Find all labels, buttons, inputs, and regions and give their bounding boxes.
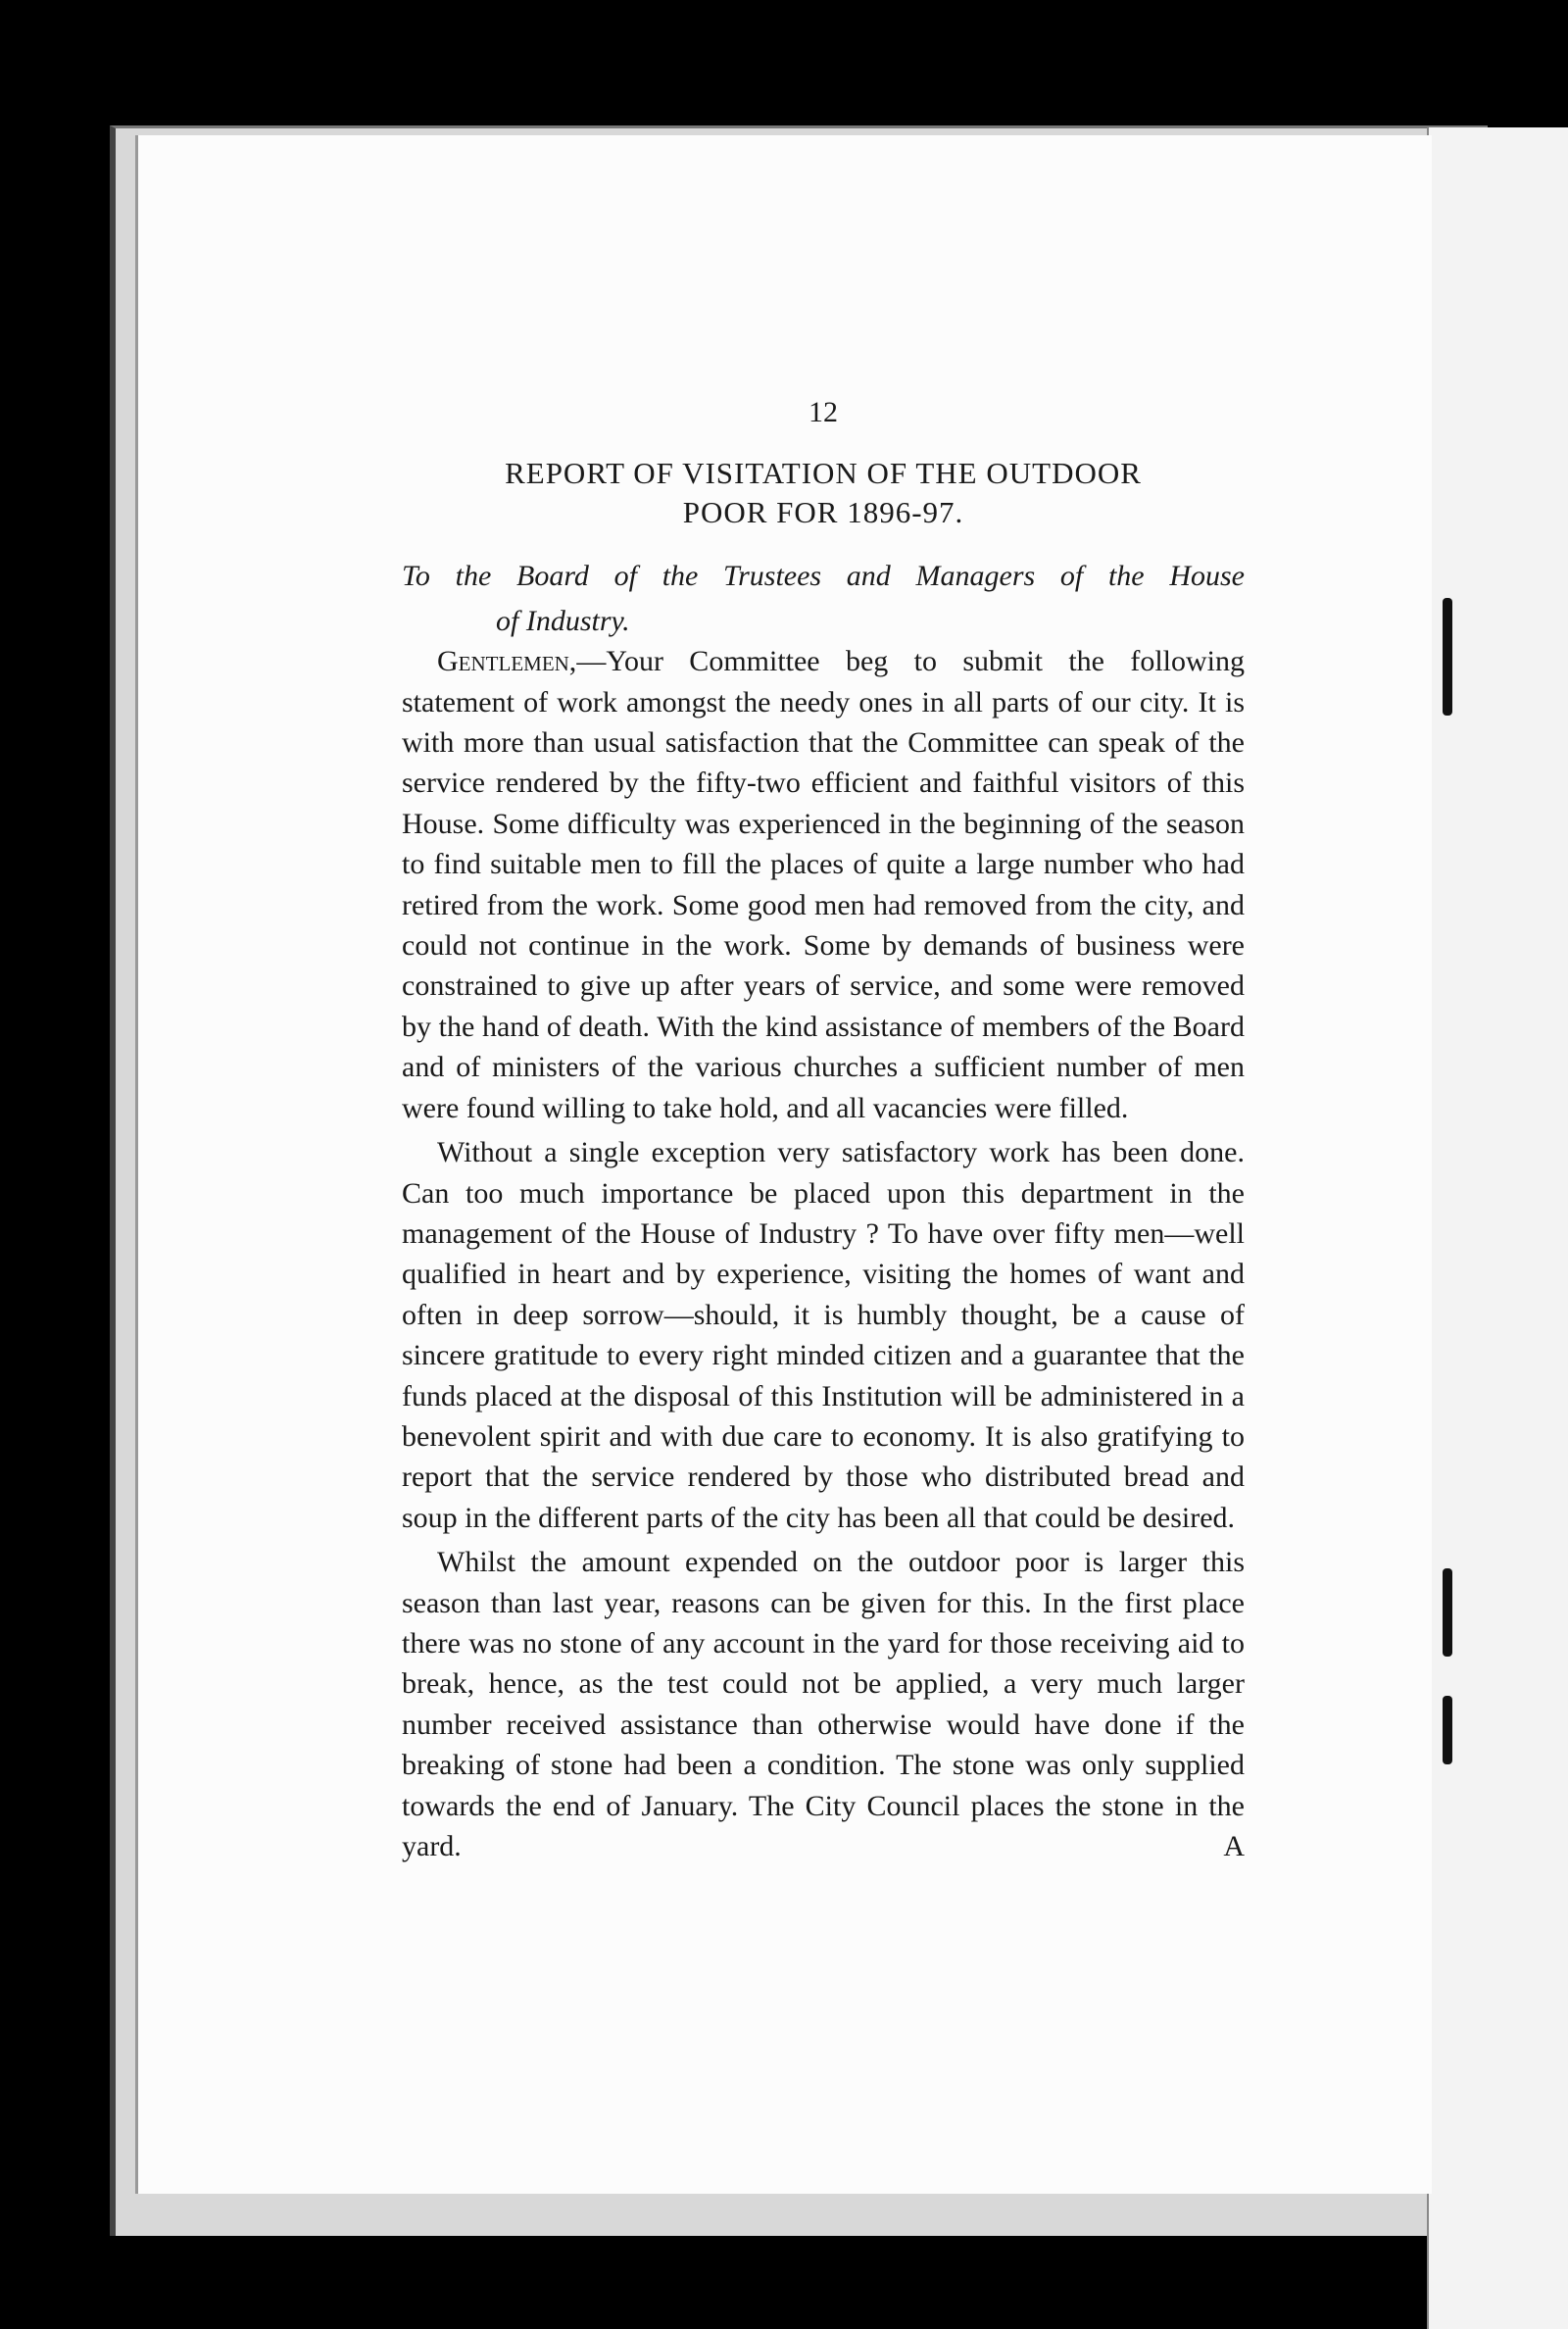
page-number: 12 — [808, 396, 838, 428]
report-heading — [402, 454, 1245, 532]
report-heading-line-1: REPORT OF VISITATION OF THE OUTDOOR — [505, 456, 1142, 491]
salutation-address-line-2: of Industry. — [496, 604, 630, 637]
facing-page-edge — [1427, 127, 1568, 2329]
binding-thread-mark — [1443, 1696, 1452, 1764]
binding-thread-mark — [1443, 598, 1452, 716]
salutation-address-line-1: To the Board of the Trustees and Managers of the House — [402, 560, 1245, 593]
paragraph-3: Whilst the amount expended on the outdoor poor is larger this season than last year, reasons can be given for this. In the first place there was no stone of any account in the yard for those receiving aid to break, hence, as the test could not be applied, a very much larger number received assistance than otherwise would have done if the breaking of stone had been a condition. The stone was only supplied towards the end of January. The City Council places the stone in the yard. A — [402, 1546, 1245, 1862]
binding-thread-mark — [1443, 1568, 1452, 1657]
paragraph-2: Without a single exception very satisfactory work has been done. Can too much importance be placed upon this department in the management of the House of Industry ? To have over fifty men—well qualified in heart and by experience, visiting the homes of want and often in deep sorrow—should, it is humbly thought, be a cause of sincere gratitude to every right minded citizen and a guarantee that the funds placed at the disposal of this Institution will be administered in a benevolent spirit and with due care to economy. It is also gratifying to report that the service rendered by those who distributed bread and soup in the different parts of the city has been all that could be desired. — [402, 1136, 1245, 1534]
report-heading-line-2: POOR FOR 1896-97. — [682, 495, 964, 530]
paragraph-1-text: —Your Committee beg to submit the following statement of work amongst the needy ones in all parts of our city. It is with more than usual satisfaction that the Committee can speak of the service rendered by the fifty-two efficient and faithful visitors of this House. Some difficulty was experienced in the beginning of the season to find suitable men to fill the places of quite a large number who had retired from the work. Some good men had removed from the city, and could not continue in the work. Some by demands of business were constrained to give up after years of service, and some were removed by the hand of death. With the kind assistance of members of the Board and of ministers of the various churches a sufficient number of men were found willing to take hold, and all vacancies were filled. — [402, 645, 1245, 1124]
page-text — [402, 392, 1245, 1866]
paragraph-1-lead: Gentlemen, — [437, 645, 577, 678]
paragraph-1 — [402, 641, 1245, 1128]
